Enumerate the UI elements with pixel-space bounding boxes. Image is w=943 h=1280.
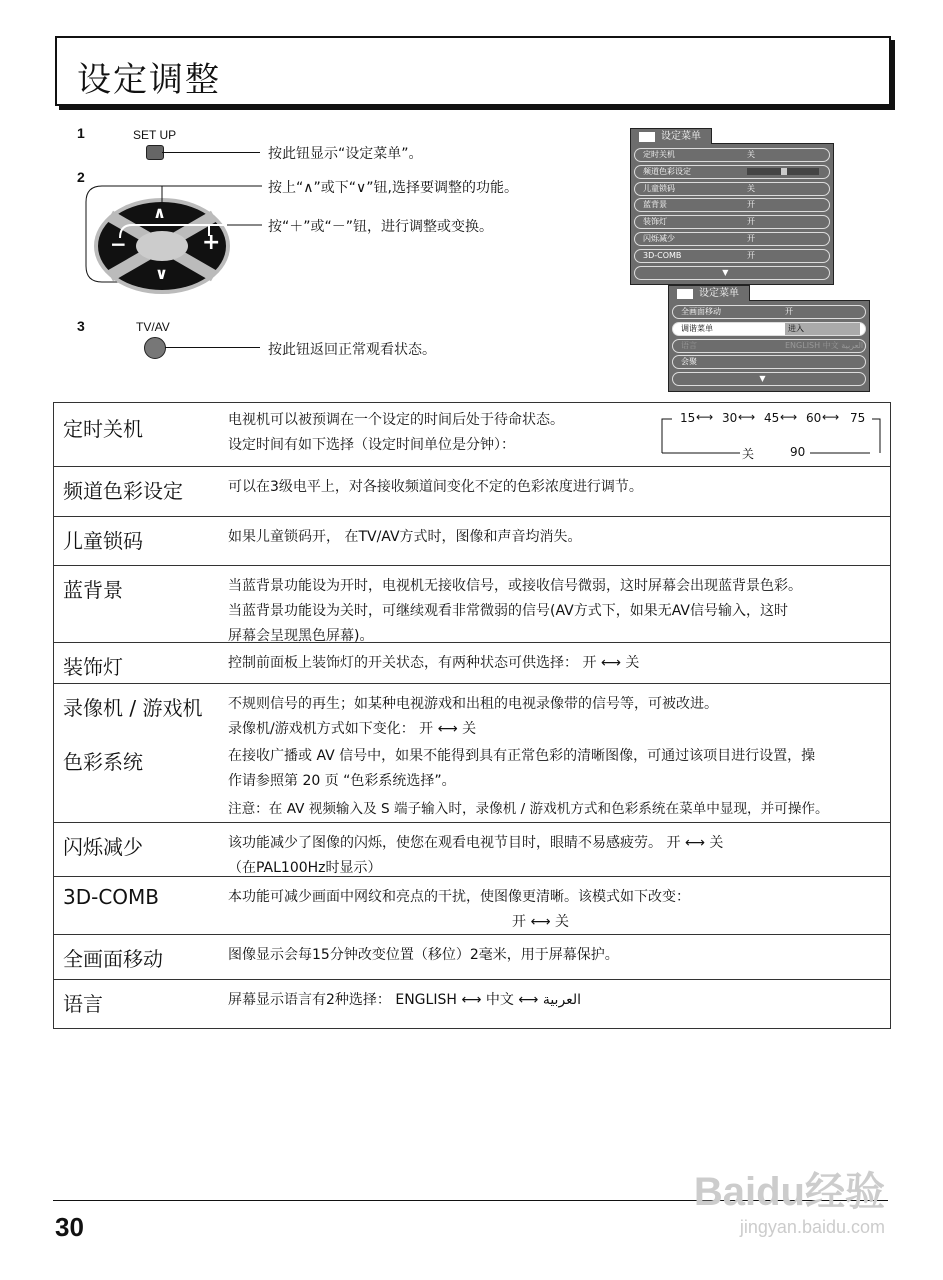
description-line: 在接收广播或 AV 信号中，如果不能得到具有正常色彩的清晰图像，可通过该项目进行设置，操	[228, 748, 816, 764]
cursor-pad-icon	[82, 178, 262, 298]
table-row	[54, 403, 890, 467]
description-line: 作请参照第 20 页 “色彩系统选择”。	[228, 773, 456, 789]
timer-value: 45	[764, 411, 780, 425]
menu-row-label: 蓝背景	[643, 200, 667, 210]
row-description	[228, 831, 884, 881]
watermark-url: jingyan.baidu.com	[739, 1217, 885, 1237]
row-description	[228, 574, 884, 649]
row-label: 频道色彩设定	[63, 479, 183, 503]
timer-off: 关	[742, 447, 755, 461]
minus-symbol: −	[110, 232, 127, 256]
menu-row-label: 定时关机	[643, 150, 675, 159]
menu-row-value: 开	[747, 217, 755, 227]
table-row	[54, 823, 890, 877]
setup-menu-2	[668, 288, 870, 392]
description-line: 录像机/游戏机方式如下变化： 开 ⟷ 关	[228, 721, 477, 737]
menu-icon	[677, 289, 693, 299]
baidu-watermark	[694, 1160, 885, 1238]
table-row	[54, 517, 890, 566]
row-description	[228, 988, 884, 1013]
menu-row[interactable]	[634, 182, 830, 196]
row-label: 闪烁减少	[63, 835, 143, 859]
row-label: 3D-COMB	[63, 885, 160, 909]
down-symbol: ∨	[155, 264, 168, 283]
row-description	[228, 475, 884, 500]
description-line: 不规则信号的再生；如某种电视游戏和出租的电视录像带的信号等，可被改进。	[228, 696, 718, 712]
table-row	[54, 467, 890, 517]
step-2-updown-text: 按上“∧”或下“∨”钮,选择要调整的功能。	[268, 180, 518, 196]
menu-row[interactable]	[634, 198, 830, 212]
step-2-number: 2	[77, 169, 85, 185]
page-number: 30	[55, 1212, 84, 1242]
menu-row-value: 关	[747, 183, 755, 193]
row-label: 录像机 / 游戏机	[63, 696, 203, 720]
description-line: 当蓝背景功能设为开时，电视机无接收信号，或接收信号微弱，这时屏幕会出现蓝背景色彩。	[228, 578, 802, 594]
menu-row[interactable]	[672, 372, 866, 386]
timer-diagram	[660, 407, 884, 463]
row-label: 蓝背景	[63, 578, 123, 602]
setup-label: SET UP	[133, 128, 177, 142]
table-row	[54, 643, 890, 684]
menu-row[interactable]	[634, 215, 830, 229]
row-description	[228, 885, 884, 935]
timer-90: 90	[790, 445, 806, 459]
menu-row[interactable]	[634, 232, 830, 246]
menu-row-label: 闪烁减少	[643, 234, 675, 243]
table-row	[54, 877, 890, 935]
row-description	[228, 525, 884, 550]
timer-value: 75	[850, 411, 866, 425]
double-arrow-icon: ⟷	[696, 410, 714, 424]
description-line: （在PAL100Hz时显示）	[228, 860, 382, 876]
menu-row-value: 关	[747, 150, 755, 159]
description-line: 设定时间有如下选择（设定时间单位是分钟）：	[228, 437, 515, 453]
menu-row-label: 装饰灯	[643, 217, 667, 227]
description-line: 该功能减少了图像的闪烁，使您在观看电视节目时，眼睛不易感疲劳。 开 ⟷ 关	[228, 835, 724, 851]
timer-value: 15	[680, 411, 696, 425]
menu-row[interactable]	[634, 148, 830, 162]
double-arrow-icon: ⟷	[780, 410, 798, 424]
menu-row-value: 开	[747, 200, 755, 210]
step-1-text: 按此钮显示“设定菜单”。	[268, 146, 423, 162]
timer-value: 60	[806, 411, 822, 425]
menu-row[interactable]	[672, 305, 866, 319]
menu-row-value: 开	[747, 234, 755, 243]
menu-row-label: 全画面移动	[681, 307, 721, 316]
menu-row-value: 进入	[785, 323, 860, 335]
description-line: 开 ⟷ 关	[512, 914, 569, 930]
table-row	[54, 935, 890, 980]
timer-value: 30	[722, 411, 738, 425]
description-line: 如果儿童锁码开， 在TV/AV方式时，图像和声音均消失。	[228, 529, 582, 545]
row-description	[228, 651, 884, 676]
menu-row-label: 会聚	[681, 357, 697, 367]
menu-row-label: ▼	[759, 374, 766, 384]
table-row	[54, 684, 890, 823]
description-line: 可以在3级电平上，对各接收频道间变化不定的色彩浓度进行调节。	[228, 479, 643, 495]
settings-table	[53, 402, 891, 1029]
double-arrow-icon: ⟷	[822, 410, 840, 424]
step-1-number: 1	[77, 125, 85, 141]
menu-row[interactable]	[634, 249, 830, 263]
row-label: 语言	[63, 992, 103, 1016]
menu-row[interactable]	[672, 355, 866, 369]
description-line: 屏幕显示语言有2种选择： ENGLISH ⟷ 中文 ⟷ العربية	[228, 992, 582, 1008]
up-symbol: ∧	[153, 203, 166, 222]
watermark-logo: Baidu经验	[693, 1170, 885, 1214]
menu-row-value: 开	[785, 307, 793, 316]
row-label: 全画面移动	[63, 947, 163, 971]
description-line: 电视机可以被预调在一个设定的时间后处于待命状态。	[228, 412, 564, 428]
menu-row-label: 语言	[681, 340, 697, 350]
row-description-2	[228, 744, 884, 822]
title-box	[55, 36, 891, 106]
row-label: 装饰灯	[63, 655, 123, 679]
description-line: 屏幕会呈现黑色屏幕)。	[228, 628, 374, 644]
setup-menu-1	[630, 131, 834, 285]
row-label-2: 色彩系统	[63, 750, 143, 774]
menu-row-label: 频道色彩设定	[643, 166, 691, 176]
row-description	[228, 943, 884, 968]
menu-icon	[639, 132, 655, 142]
plus-symbol: +	[202, 230, 221, 255]
double-arrow-icon: ⟷	[738, 410, 756, 424]
menu-row[interactable]	[634, 266, 830, 280]
step-2-plusminus-text: 按“＋”或“－”钮，进行调整或变换。	[268, 219, 494, 235]
step-3-number: 3	[77, 318, 85, 334]
slider-thumb	[781, 168, 787, 175]
tvav-button-icon	[144, 337, 166, 359]
menu-row-label: 调谐菜单	[681, 323, 713, 333]
table-row	[54, 980, 890, 1028]
row-description	[228, 692, 884, 742]
menu-title: 设定菜单	[699, 288, 739, 299]
menu-row-label: ▼	[722, 267, 729, 277]
menu-row-value: ENGLISH 中文 العربية	[785, 340, 864, 350]
menu-row[interactable]	[672, 339, 866, 353]
table-row	[54, 566, 890, 643]
menu-row[interactable]	[672, 322, 866, 336]
menu-row-label: 儿童锁码	[643, 183, 675, 193]
description-line: 图像显示会每15分钟改变位置（移位）2毫米，用于屏幕保护。	[228, 947, 619, 963]
menu-title: 设定菜单	[661, 131, 701, 142]
menu-row-label: 3D-COMB	[643, 250, 682, 260]
description-line: 当蓝背景功能设为关时，可继续观看非常微弱的信号(AV方式下，如果无AV信号输入，这时	[228, 603, 788, 619]
description-line: 注意：在 AV 视频输入及 S 端子输入时，录像机 / 游戏机方式和色彩系统在菜单中显现，并可操作。	[228, 801, 829, 817]
menu-row[interactable]	[634, 165, 830, 179]
description-line: 本功能可减少画面中网纹和亮点的干扰，使图像更清晰。该模式如下改变：	[228, 889, 690, 905]
page-title: 设定调整	[77, 60, 221, 100]
description-line: 控制前面板上装饰灯的开关状态，有两种状态可供选择： 开 ⟷ 关	[228, 655, 640, 671]
menu-row-value: 开	[747, 250, 755, 260]
row-label: 儿童锁码	[63, 529, 143, 553]
step-3-text: 按此钮返回正常观看状态。	[268, 342, 436, 358]
tvav-label: TV/AV	[136, 320, 170, 334]
row-label: 定时关机	[63, 417, 143, 441]
